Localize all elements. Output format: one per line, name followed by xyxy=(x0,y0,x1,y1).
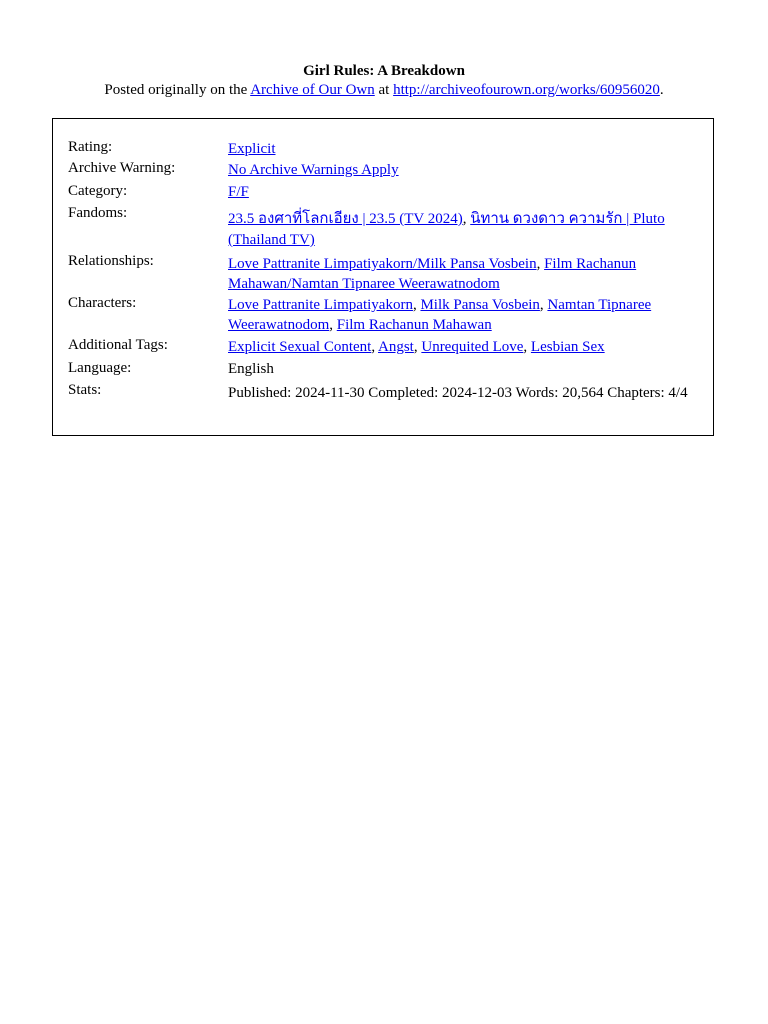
stats-label: Stats: xyxy=(68,382,102,398)
relationship-link[interactable]: Film Rachanun Mahawan/Namtan Tipnaree Weerawatnodom xyxy=(228,256,637,292)
additional-tags-label: Additional Tags: xyxy=(68,337,168,353)
characters-label: Characters: xyxy=(68,295,137,311)
character-link[interactable]: Milk Pansa Vosbein xyxy=(420,297,540,313)
tag-separator: , xyxy=(371,339,379,355)
language-label: Language: xyxy=(68,360,132,376)
relationships-value xyxy=(228,254,698,294)
fandom-link[interactable]: 23.5 องศาที่โลกเอียง | 23.5 (TV 2024) xyxy=(228,211,463,227)
category-label: Category: xyxy=(68,183,128,199)
tag-separator: , xyxy=(523,339,531,355)
tag-separator: , xyxy=(412,297,421,313)
rating-value xyxy=(228,139,698,159)
tag-separator: , xyxy=(539,297,548,313)
warning-link[interactable]: No Archive Warnings Apply xyxy=(228,162,399,178)
rating-link[interactable]: Explicit xyxy=(228,141,276,157)
tag-separator: , xyxy=(536,256,545,272)
tag-separator: , xyxy=(413,339,422,355)
fandoms-label: Fandoms: xyxy=(68,205,128,221)
category-value xyxy=(228,182,698,202)
work-header xyxy=(0,62,768,100)
work-url-link[interactable]: http://archiveofourown.org/works/60956020 xyxy=(393,82,660,98)
work-meta-table xyxy=(52,118,714,436)
warning-label: Archive Warning: xyxy=(68,160,176,176)
posted-line xyxy=(0,81,768,100)
archive-link[interactable]: Archive of Our Own xyxy=(250,82,375,98)
posted-prefix: Posted originally on the xyxy=(104,82,251,98)
work-title: Girl Rules: A Breakdown xyxy=(303,63,465,79)
character-link[interactable]: Namtan Tipnaree Weerawatnodom xyxy=(228,297,652,333)
tag-link[interactable]: Lesbian Sex xyxy=(530,339,605,355)
language-value: English xyxy=(228,361,274,377)
category-link[interactable]: F/F xyxy=(228,184,249,200)
posted-middle: at xyxy=(374,82,394,98)
tag-link[interactable]: Angst xyxy=(378,339,414,355)
rating-label: Rating: xyxy=(68,139,113,155)
relationships-label: Relationships: xyxy=(68,253,154,269)
tag-separator: , xyxy=(329,317,337,333)
fandom-link[interactable]: นิทาน ดวงดาว ความรัก | Pluto (Thailand TV) xyxy=(228,211,665,248)
additional-tags-value xyxy=(228,337,698,357)
tag-link[interactable]: Unrequited Love xyxy=(421,339,524,355)
relationship-link[interactable]: Love Pattranite Limpatiyakorn/Milk Pansa Vosbein xyxy=(228,256,537,272)
character-link[interactable]: Love Pattranite Limpatiyakorn xyxy=(228,297,413,313)
stats-value: Published: 2024-11-30 Completed: 2024-12-03 Words: 20,564 Chapters: 4/4 xyxy=(228,385,688,401)
characters-value xyxy=(228,295,698,335)
posted-suffix: . xyxy=(659,82,664,98)
tag-link[interactable]: Explicit Sexual Content xyxy=(228,339,372,355)
fandoms-value xyxy=(228,209,698,251)
tag-separator: , xyxy=(462,211,471,227)
warning-value xyxy=(228,160,698,180)
character-link[interactable]: Film Rachanun Mahawan xyxy=(336,317,492,333)
